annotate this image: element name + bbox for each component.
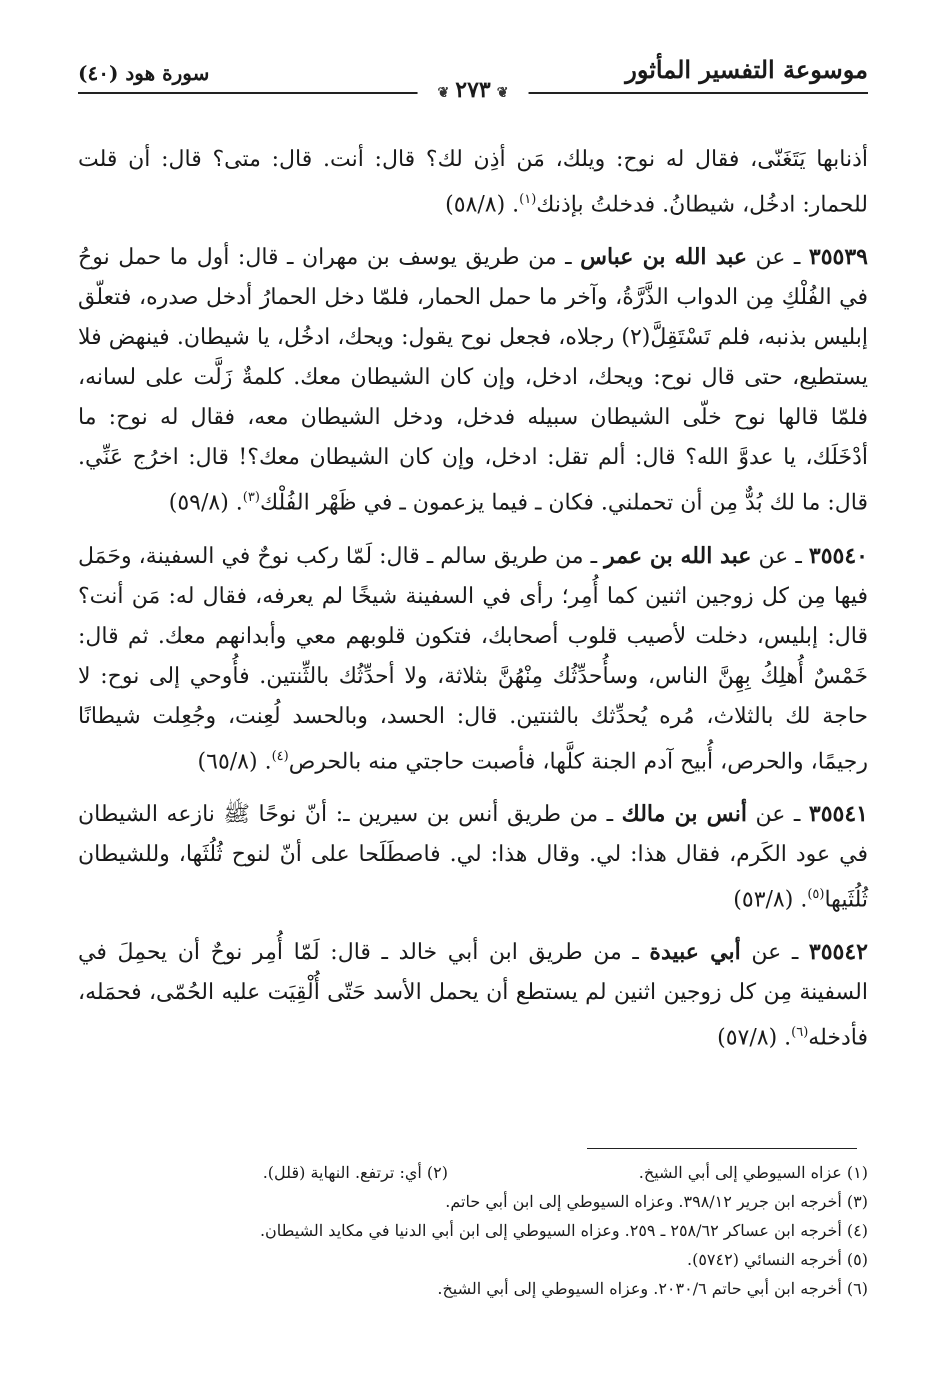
hadith-entry: [78, 237, 868, 523]
footnote-2: (٢) أي: ترتفع. النهاية (قلل).: [262, 1163, 448, 1182]
paragraph-text: ـ من طريق ابن أبي خالد ـ قال: لَمّا أُمِر نوحٌ أن يحمِلَ في السفينة مِن كل زوجين اثنين لم يستطع أن يحمل الأسد حَتّى أُلْقِيَت عليه الحُمّى، فحمَله، فأدخله: [78, 940, 868, 1051]
surah-label: سورة هود (٤٠): [78, 61, 210, 85]
volume-reference: . (٥٣/٨): [733, 887, 808, 913]
hadith-entry: [78, 536, 868, 782]
book-title: موسوعة التفسير المأثور: [625, 55, 868, 84]
page-header: [78, 55, 868, 119]
footnote-separator: [587, 1148, 857, 1149]
paragraph-continuation: [78, 140, 868, 225]
footnote-marker: (٤): [271, 748, 289, 764]
paragraph-text: ـ من طريق سالم ـ قال: لَمّا ركب نوحٌ في السفينة، وحَمَل فيها مِن كل زوجين اثنين كما أُمِر؛ رأى في السفينة شيخًا لم يعرفه، فقال له: مَن أنت؟ قال: إبليس، دخلت لأصيب قلوب أصحابك، فتكون قلوبهم معي وأبدانهم معك. ثم قال: خَمْسٌ أُهلِكُ بِهِنَّ الناس، وسأُحدِّثُك مِنْهُنَّ بثلاثة، ولا أحدِّثُك بالثِّنتين. فأُوحي إلى نوح: لا حاجة لك بالثلاث، مُره يُحدِّثك بالثنتين. قال: الحسد، وبالحسد لُعِنت، وجُعِلت شيطانًا رجيمًا، والحرص، أُبيح آدم الجنة كلَّها، فأصبت حاجتي منه بالحرص: [78, 543, 868, 774]
volume-reference: . (٥٩/٨): [168, 490, 243, 516]
main-text: [78, 140, 868, 1071]
footnote-marker: (٦): [791, 1025, 809, 1041]
entry-prefix: ـ عن: [751, 543, 809, 569]
paragraph-text: ـ من طريق أنس بن سيرين ـ: أنّ نوحًا ﷺ نازعه الشيطان في عود الكَرم، فقال هذا: لي. وقال هذا: لي. فاصطَلَحا على أنّ لنوح ثُلُثَها، وللشيطان ثُلُثَيها: [78, 801, 868, 913]
page-number: ❦ ٢٧٣ ❦: [418, 77, 529, 103]
paragraph-text: ـ من طريق يوسف بن مهران ـ قال: أول ما حمل نوحُ في الفُلْكِ مِن الدواب الذَّرَّةُ، وآخر ما حمل الحمار، فلمّا دخل الحمارُ أدخل صدره، فتعلّق إبليس بذنبه، فلم تَسْتَقِلَّ(٢) رجلاه، فجعل نوح يقول: ويحك، ادخُل، يا شيطان. فينهض فلا يستطيع، حتى قال نوح: ويحك، ادخل، وإن كان الشيطان معك. كلمةٌ زَلَّت على لسانه، فلمّا قالها نوح خلّى الشيطان سبيله فدخل، ودخل الشيطان معه، فقال له نوح: ما أدْخَلَك، يا عدوَّ الله؟ قال: ألم تقل: ادخل، وإن كان الشيطان معك؟! قال: اخرُج عَنِّي. قال: ما لك بُدٌّ مِن أن تحملني. فكان ـ فيما يزعمون ـ في ظَهْر الفُلْك: [78, 245, 868, 516]
footnotes: [78, 1158, 868, 1303]
footnote-marker: (٥): [807, 886, 825, 902]
entry-prefix: ـ عن: [746, 801, 809, 827]
entry-prefix: ـ عن: [747, 245, 809, 271]
narrator-name: عبد الله بن عباس: [580, 244, 748, 271]
volume-reference: . (٥٨/٨): [445, 192, 520, 218]
hadith-entry: [78, 932, 868, 1058]
entry-number: ٣٥٥٤١: [808, 800, 868, 827]
footnote-5: (٥) أخرجه النسائي (٥٧٤٢).: [686, 1250, 868, 1269]
volume-reference: . (٥٧/٨): [717, 1025, 792, 1051]
footnote-marker: (٣): [242, 490, 260, 506]
narrator-name: أبي عبيدة: [649, 939, 741, 966]
entry-number: ٣٥٥٤٢: [808, 939, 868, 966]
footnote-4: (٤) أخرجه ابن عساكر ٢٥٨/٦٢ ـ ٢٥٩. وعزاه السيوطي إلى ابن أبي الدنيا في مكايد الشيطان.: [259, 1221, 868, 1240]
entry-number: ٣٥٥٤٠: [808, 542, 868, 569]
narrator-name: عبد الله بن عمر: [604, 542, 752, 569]
footnote-1: (١) عزاه السيوطي إلى أبي الشيخ.: [638, 1163, 868, 1182]
footnote-3: (٣) أخرجه ابن جرير ٣٩٨/١٢. وعزاه السيوطي إلى ابن أبي حاتم.: [445, 1192, 868, 1211]
hadith-entry: [78, 794, 868, 920]
footnote-marker: (١): [519, 192, 537, 207]
entry-prefix: ـ عن: [740, 940, 809, 966]
volume-reference: . (٦٥/٨): [197, 748, 272, 774]
footnote-row: [78, 1158, 868, 1187]
footnote-6: (٦) أخرجه ابن أبي حاتم ٢٠٣٠/٦. وعزاه السيوطي إلى أبي الشيخ.: [437, 1279, 868, 1298]
paragraph-text: أذنابها يَتَغَنّى، فقال له نوح: ويلك، مَن أذِن لك؟ قال: أنت. قال: متى؟ قال: أن قلت للحمار: ادخُل، شيطانُ. فدخلتُ بإذنك: [78, 147, 868, 218]
narrator-name: أنس بن مالك: [621, 800, 747, 827]
entry-number: ٣٥٥٣٩: [808, 244, 868, 271]
